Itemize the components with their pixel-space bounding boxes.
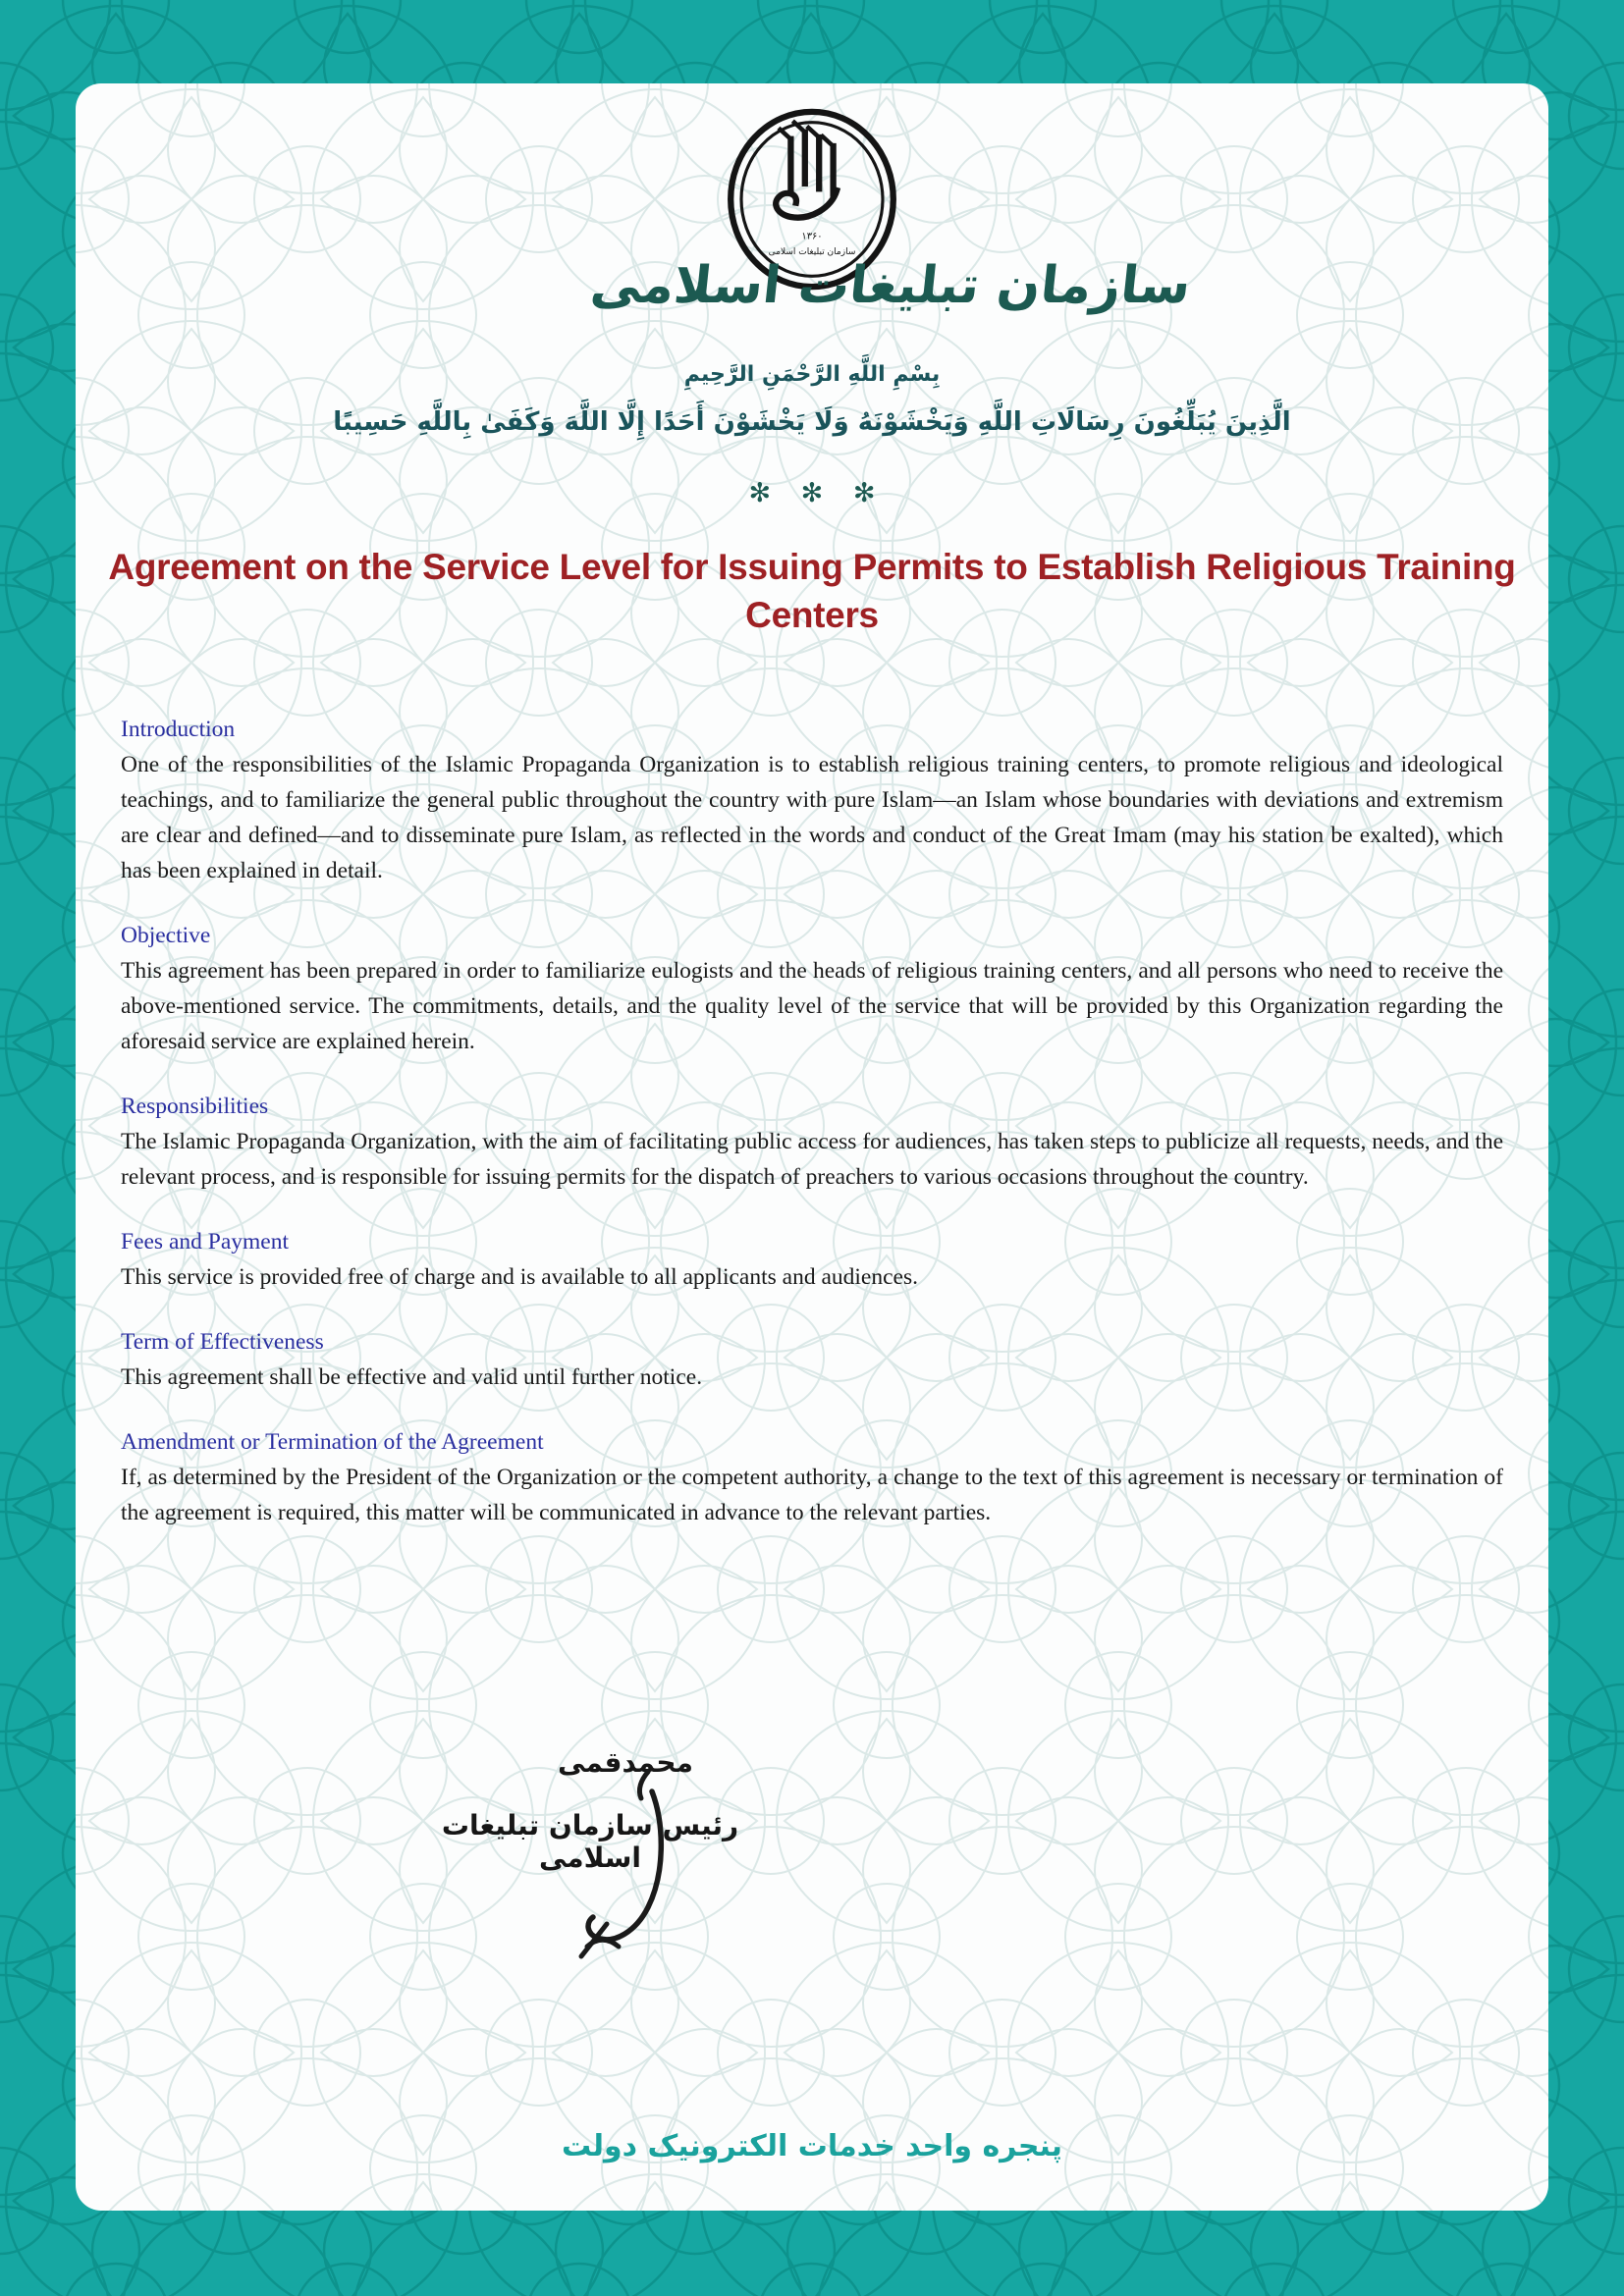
document-card [76,83,1548,2211]
section-fees-and-payment [121,1224,1503,1295]
section-introduction [121,712,1503,888]
quran-verse-text: الَّذِينَ يُبَلِّغُونَ رِسَالَاتِ اللَّهِ وَيَخْشَوْنَهُ وَلَا يَخْشَوْنَ أَحَدًا إِلَّا اللَّهَ وَكَفَىٰ بِاللَّهِ حَسِيبًا [333,407,1291,437]
signatory-name: محمدقمی [558,1746,693,1779]
allah-kufic-calligraphy [776,123,837,218]
section-heading: Introduction [121,717,236,742]
section-heading: Amendment or Termination of the Agreement [121,1429,544,1455]
section-term-of-effectiveness [121,1324,1503,1395]
signatory-role: رئیس سازمان تبلیغات اسلامی [441,1809,739,1874]
document-body [76,712,1548,1530]
section-body-text: This agreement has been prepared in order to familiarize eulogists and the heads of religious training centers, and all persons who need to receive the above-mentioned service. The commitments, details, and the quality level of the service that will be provided by this Organization regarding the aforesaid service are explained herein. [121,958,1503,1054]
section-heading: Responsibilities [121,1094,269,1119]
section-amendment-or-termination [121,1424,1503,1530]
section-body-text: If, as determined by the President of the Organization or the competent authority, a change to the text of this agreement is necessary or termination of the agreement is required, this matter will be communicated in advance to the relevant parties. [121,1465,1503,1525]
document-content [76,83,1548,2211]
emblem-year: ۱۳۶۰ [801,231,823,242]
section-heading: Objective [121,923,211,948]
document-title: Agreement on the Service Level for Issuing Permits to Establish Religious Training Centers [108,547,1516,635]
section-responsibilities [121,1089,1503,1195]
organization-name-calligraphy: سازمان تبلیغات اسلامی [587,256,1194,315]
section-body-text: The Islamic Propaganda Organization, with the aim of facilitating public access for audiences, has taken steps to publicize all requests, needs, and the relevant process, and is responsible for issuing permits for the dispatch of preachers to various occasions throughout the country. [121,1129,1503,1190]
ornament-asterisks: ✻ ✻ ✻ [748,478,876,508]
section-heading: Term of Effectiveness [121,1329,324,1355]
section-body-text: This service is provided free of charge and is available to all applicants and audiences. [121,1264,918,1290]
bismillah-text: بِسْمِ اللَّهِ الرَّحْمَنِ الرَّحِيمِ [683,362,941,387]
section-objective [121,918,1503,1059]
emblem-organization-text: سازمان تبلیغات اسلامی [768,246,856,257]
footer-eservices-text: پنجره واحد خدمات الکترونیک دولت [562,2129,1062,2163]
section-body-text: One of the responsibilities of the Islamic Propaganda Organization is to establish religious training centers, to promote religious and ideological teachings, and to familiarize the general public throughout the country with pure Islam—an Islam whose boundaries with deviations and extremism are clear and defined—and to disseminate pure Islam, as reflected in the words and conduct of the Great Imam (may his station be exalted), which has been explained in detail. [121,752,1503,883]
handwritten-signature [562,1764,689,1960]
section-heading: Fees and Payment [121,1229,289,1255]
section-body-text: This agreement shall be effective and valid until further notice. [121,1364,703,1390]
